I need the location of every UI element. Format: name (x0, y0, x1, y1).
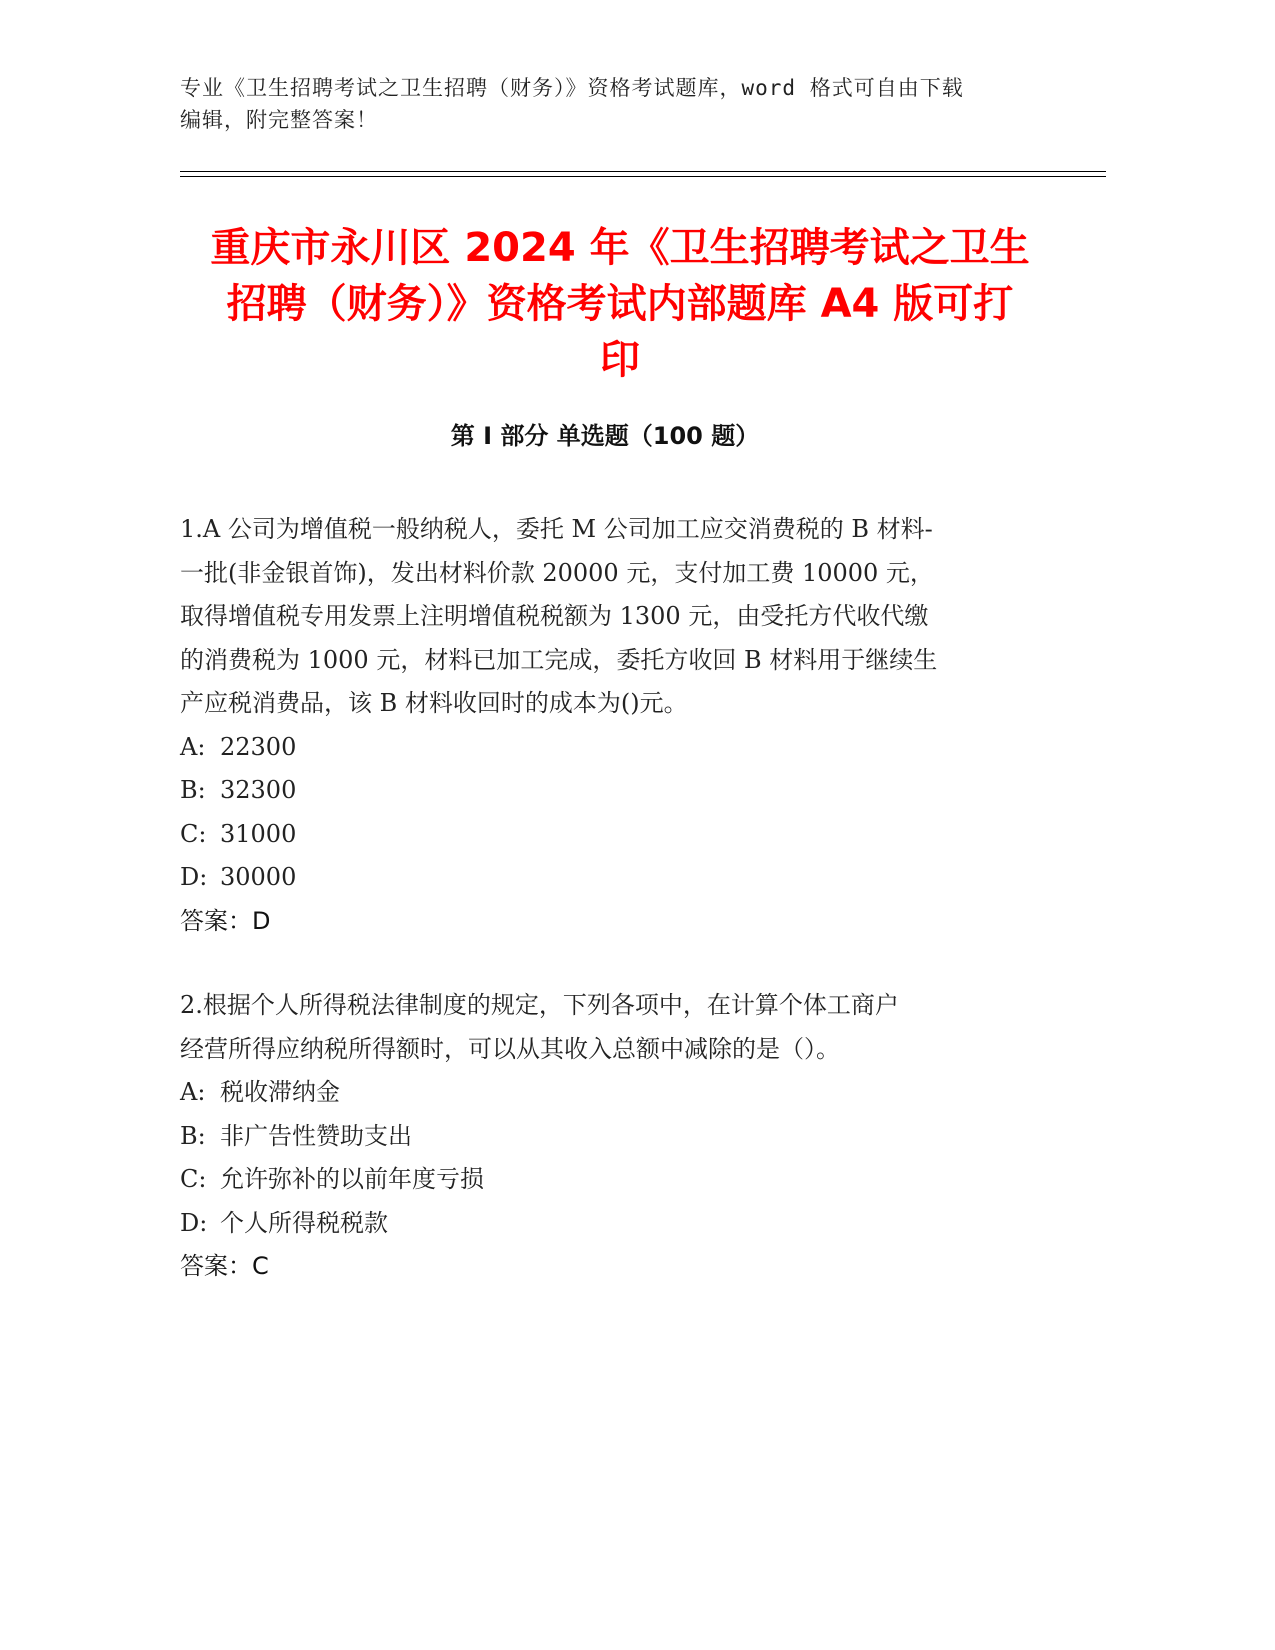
option-b (180, 769, 1040, 813)
question-stem (180, 984, 1040, 1071)
option-b (180, 1115, 1040, 1159)
option-text: 非广告性赞助支出 (220, 1121, 412, 1150)
option-text: 30000 (220, 863, 297, 891)
option-text: 31000 (220, 819, 297, 848)
document-title (170, 220, 1070, 388)
section-heading: 第 I 部分 单选题（100 题） (450, 422, 760, 450)
option-letter: C: (180, 819, 207, 848)
stem-line: 2.根据个人所得税法律制度的规定，下列各项中，在计算个体工商户 (180, 991, 899, 1019)
document-title-line-3: 印 (600, 337, 640, 383)
stem-line: 1.A 公司为增值税一般纳税人，委托 M 公司加工应交消费税的 B 材料- (180, 515, 933, 543)
option-d (180, 856, 1040, 900)
question-2 (180, 984, 1040, 1289)
option-letter: D: (180, 1208, 208, 1237)
option-letter: A: (180, 732, 206, 761)
stem-line: 一批(非金银首饰)，发出材料价款 20000 元，支付加工费 10000 元， (180, 558, 934, 587)
option-text: 税收滞纳金 (220, 1078, 340, 1106)
option-d (180, 1202, 1040, 1246)
option-letter: B: (180, 1121, 206, 1150)
stem-line: 取得增值税专用发票上注明增值税税额为 1300 元，由受托方代收代缴 (180, 602, 929, 630)
option-text: 个人所得税税款 (220, 1208, 388, 1237)
header-note-line-1: 专业《卫生招聘考试之卫生招聘（财务）》资格考试题库，word 格式可自由下载 (180, 76, 964, 100)
option-c (180, 813, 1040, 857)
option-letter: C: (180, 1165, 207, 1193)
stem-line: 产应税消费品，该 B 材料收回时的成本为()元。 (180, 689, 688, 717)
header-divider-top (180, 171, 1106, 172)
question-1 (180, 508, 1040, 943)
header-note (180, 72, 1060, 136)
answer-label: 答案：C (180, 1252, 269, 1280)
document-title-line-1: 重庆市永川区 2024 年《卫生招聘考试之卫生 (210, 225, 1030, 271)
option-text: 允许弥补的以前年度亏损 (220, 1165, 484, 1193)
answer-label: 答案：D (180, 906, 271, 935)
header-divider-bottom (180, 176, 1106, 177)
option-text: 32300 (220, 776, 297, 804)
document-title-line-2: 招聘（财务）》资格考试内部题库 A4 版可打 (226, 281, 1014, 327)
question-stem (180, 508, 1040, 726)
option-c (180, 1158, 1040, 1202)
option-letter: A: (180, 1078, 206, 1106)
option-letter: D: (180, 863, 208, 891)
option-a (180, 1071, 1040, 1115)
header-note-line-2: 编辑，附完整答案！ (180, 108, 378, 132)
stem-line: 经营所得应纳税所得额时，可以从其收入总额中减除的是（）。 (180, 1034, 840, 1063)
option-letter: B: (180, 776, 206, 804)
option-text: 22300 (220, 732, 297, 761)
stem-line: 的消费税为 1000 元，材料已加工完成，委托方收回 B 材料用于继续生 (180, 645, 938, 674)
option-a (180, 726, 1040, 770)
